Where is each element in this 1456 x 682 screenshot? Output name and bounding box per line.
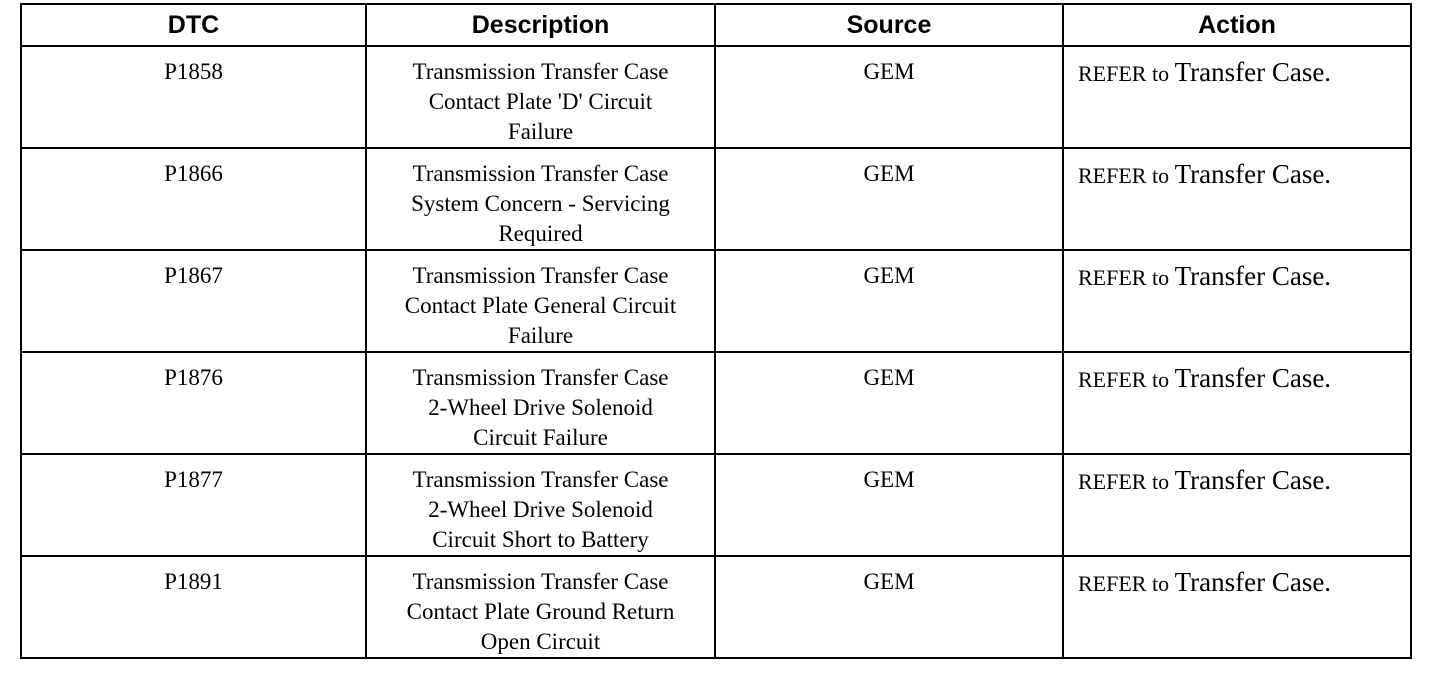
description-line: Transmission Transfer Case <box>412 263 669 288</box>
dtc-description <box>366 148 715 250</box>
description-line: Contact Plate Ground Return <box>406 599 675 624</box>
header-source: Source <box>715 4 1063 46</box>
table-row <box>21 556 1411 658</box>
description-line: 2-Wheel Drive Solenoid <box>428 395 653 420</box>
description-line: Transmission Transfer Case <box>412 59 669 84</box>
header-dtc: DTC <box>21 4 366 46</box>
dtc-source: GEM <box>715 556 1063 658</box>
description-line: Required <box>498 221 583 246</box>
description-line: System Concern - Servicing <box>411 191 670 216</box>
action-prefix: REFER to <box>1078 265 1175 290</box>
dtc-action <box>1063 250 1411 352</box>
dtc-source: GEM <box>715 352 1063 454</box>
header-row <box>21 4 1411 46</box>
dtc-action <box>1063 454 1411 556</box>
dtc-action <box>1063 352 1411 454</box>
table-row <box>21 454 1411 556</box>
description-line: Contact Plate 'D' Circuit <box>428 89 653 114</box>
action-prefix: REFER to <box>1078 163 1175 188</box>
dtc-code: P1858 <box>21 46 366 148</box>
description-line: Transmission Transfer Case <box>412 569 669 594</box>
description-line: Transmission Transfer Case <box>412 365 669 390</box>
table-row <box>21 148 1411 250</box>
description-line: Failure <box>507 119 574 144</box>
dtc-code: P1876 <box>21 352 366 454</box>
dtc-source: GEM <box>715 148 1063 250</box>
action-prefix: REFER to <box>1078 61 1175 86</box>
dtc-description <box>366 556 715 658</box>
dtc-source: GEM <box>715 250 1063 352</box>
action-prefix: REFER to <box>1078 469 1175 494</box>
action-target: Transfer Case. <box>1174 567 1332 597</box>
action-target: Transfer Case. <box>1174 261 1332 291</box>
description-line: Open Circuit <box>480 629 601 654</box>
table-header <box>21 4 1411 46</box>
dtc-description <box>366 46 715 148</box>
dtc-code: P1867 <box>21 250 366 352</box>
header-description: Description <box>366 4 715 46</box>
action-target: Transfer Case. <box>1174 159 1332 189</box>
description-line: Failure <box>507 323 574 348</box>
dtc-source: GEM <box>715 454 1063 556</box>
header-action: Action <box>1063 4 1411 46</box>
action-target: Transfer Case. <box>1174 363 1332 393</box>
dtc-description <box>366 454 715 556</box>
dtc-code: P1891 <box>21 556 366 658</box>
action-prefix: REFER to <box>1078 367 1175 392</box>
table-row <box>21 250 1411 352</box>
description-line: Transmission Transfer Case <box>412 467 669 492</box>
dtc-action <box>1063 148 1411 250</box>
description-line: 2-Wheel Drive Solenoid <box>428 497 653 522</box>
dtc-source: GEM <box>715 46 1063 148</box>
dtc-action <box>1063 556 1411 658</box>
dtc-description <box>366 250 715 352</box>
action-target: Transfer Case. <box>1174 57 1332 87</box>
table-row <box>21 46 1411 148</box>
description-line: Circuit Failure <box>473 425 608 450</box>
dtc-table <box>20 3 1412 659</box>
description-line: Transmission Transfer Case <box>412 161 669 186</box>
dtc-action <box>1063 46 1411 148</box>
dtc-code: P1877 <box>21 454 366 556</box>
table-row <box>21 352 1411 454</box>
description-line: Contact Plate General Circuit <box>404 293 677 318</box>
action-prefix: REFER to <box>1078 571 1175 596</box>
dtc-description <box>366 352 715 454</box>
description-line: Circuit Short to Battery <box>432 527 649 552</box>
dtc-code: P1866 <box>21 148 366 250</box>
table-body <box>21 46 1411 658</box>
action-target: Transfer Case. <box>1174 465 1332 495</box>
